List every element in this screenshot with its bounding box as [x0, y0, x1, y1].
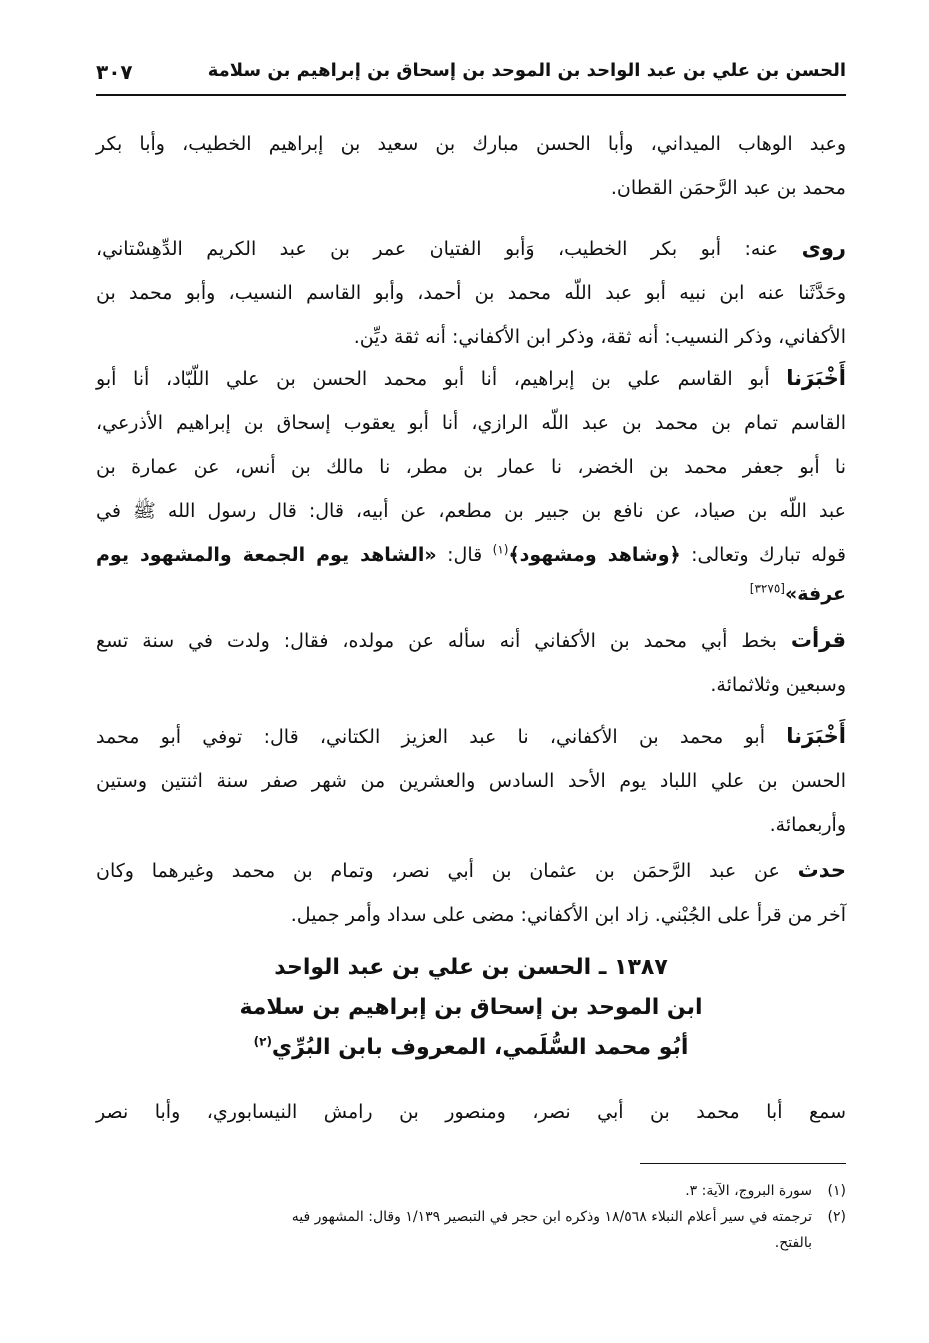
text-line: نا أبو جعفر محمد بن الخضر، نا عمار بن مطر، نا مالك بن أنس، عن عمارة بن — [96, 456, 846, 478]
haddath-paragraph — [96, 848, 846, 937]
text-line: الحسن بن علي اللباد يوم الأحد السادس والعشرين من شهر صفر سنة اثنتين وستين — [96, 770, 846, 792]
text-line: أبو محمد بن الأكفاني، نا عبد العزيز الكتاني، قال: توفي أبو محمد — [96, 726, 765, 748]
entry-heading-line: ابن الموحد بن إسحاق بن إبراهيم بن سلامة — [239, 995, 703, 1020]
text-line: عن عبد الرَّحمَن بن عثمان بن أبي نصر، وتمام بن محمد وغيرهما وكان — [96, 860, 780, 882]
footnote-item — [96, 1178, 846, 1204]
akhbarana-paragraph-1 — [96, 356, 846, 611]
footnote-text: سورة البروج، الآية: ٣. — [685, 1183, 812, 1199]
akhbarana-paragraph-2 — [96, 714, 846, 847]
rawa-paragraph — [96, 226, 846, 359]
quran-quote: ﴿وشاهد ومشهود﴾ — [508, 544, 681, 566]
footnote-mark: (٢) — [827, 1209, 846, 1225]
text-line: وسبعين وثلاثمائة. — [710, 674, 846, 696]
running-header — [96, 60, 846, 96]
text-line: قال: — [447, 544, 483, 566]
paragraph-keyword: حدث — [797, 858, 846, 882]
footnote-ref-2: (٢) — [253, 1034, 272, 1049]
paragraph-keyword: قرأت — [790, 628, 846, 652]
footnote-item — [96, 1204, 846, 1230]
hadith-number: [٣٢٧٥] — [749, 581, 785, 596]
text-line: سمع أبا محمد بن أبي نصر، ومنصور بن رامش النيسابوري، وأبا نصر — [96, 1101, 846, 1123]
footnote-text: ترجمته في سير أعلام النبلاء ١٨/٥٦٨ وذكره ابن حجر في التبصير ١/١٣٩ وقال: المشهور فيه — [291, 1209, 812, 1225]
text-line: قوله تبارك وتعالى: — [691, 544, 846, 566]
entry-heading — [96, 948, 846, 1068]
footnote-continuation: بالفتح. — [774, 1235, 812, 1251]
footnote-mark: (١) — [827, 1183, 846, 1199]
text-line: أبو القاسم علي بن إبراهيم، أنا أبو محمد الحسن بن علي اللّبّاد، أنا أبو — [96, 368, 770, 390]
sami-paragraph — [96, 1090, 846, 1134]
footnotes — [96, 1178, 846, 1256]
qaraat-paragraph — [96, 618, 846, 707]
text-line: محمد بن عبد الرَّحمَن القطان. — [610, 177, 846, 199]
text-line: وعبد الوهاب الميداني، وأبا الحسن مبارك بن سعيد بن إبراهيم الخطيب، وأبا بكر — [96, 133, 846, 155]
footnote-separator — [640, 1163, 846, 1164]
text-line: بخط أبي محمد بن الأكفاني أنه سأله عن مولده، فقال: ولدت في سنة تسع — [96, 630, 777, 652]
hadith-quote: «الشاهد يوم الجمعة والمشهود يوم — [96, 544, 437, 566]
entry-heading-line: أبُو محمد السُّلَمي، المعروف بابن البُرِّي — [271, 1035, 689, 1060]
entry-heading-line: ١٣٨٧ ـ الحسن بن علي بن عبد الواحد — [274, 955, 668, 980]
footnote-ref-1: (١) — [492, 542, 509, 557]
text-line: الأكفاني، وذكر النسيب: أنه ثقة، وذكر ابن الأكفاني: أنه ثقة ديِّن. — [353, 326, 846, 348]
header-title: الحسن بن علي بن عبد الواحد بن الموحد بن إسحاق بن إبراهيم بن سلامة — [207, 60, 846, 81]
text-line: وأربعمائة. — [769, 814, 846, 836]
text-line: آخر من قرأ على الجُبْني. زاد ابن الأكفاني: مضى على سداد وأمر جميل. — [290, 904, 846, 926]
text-line: القاسم تمام بن محمد بن عبد اللّه الرازي، أنا أبو يعقوب إسحاق بن إبراهيم الأذرعي، — [96, 412, 846, 434]
text-line: وحَدَّثَنا عنه ابن نبيه أبو عبد اللّه محمد بن أحمد، وأبو القاسم النسيب، وأبو محمد بن — [96, 282, 846, 304]
intro-paragraph — [96, 122, 846, 210]
paragraph-keyword: أَخْبَرَنا — [786, 366, 846, 390]
text-line: عبد اللّه بن صياد، عن نافع بن جبير بن مطعم، عن أبيه، قال: قال رسول الله ﷺ في — [96, 500, 846, 522]
paragraph-keyword: روى — [801, 236, 847, 260]
hadith-quote-end: عرفة» — [784, 583, 846, 605]
paragraph-keyword: أَخْبَرَنا — [786, 724, 846, 748]
text-line: عنه: أبو بكر الخطيب، وَأبو الفتيان عمر بن عبد الكريم الدِّهِسْتاني، — [96, 238, 779, 260]
page-number: ٣٠٧ — [96, 60, 133, 84]
